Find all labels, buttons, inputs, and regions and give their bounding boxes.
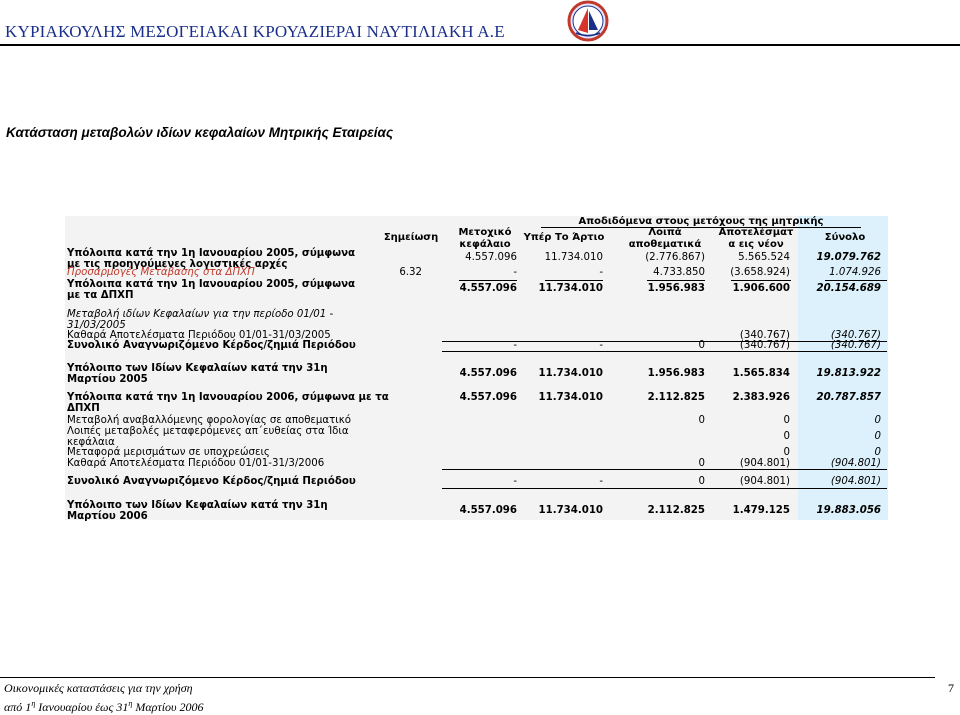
cell-share-premium: 11.734.010 — [538, 368, 603, 379]
super-header: Αποδιδόμενα στους μετόχους της μητρικής — [578, 216, 824, 227]
cell-total: (904.801) — [830, 476, 881, 487]
cell-share-premium: - — [599, 476, 603, 487]
cell-retained-earnings: 1.565.834 — [732, 368, 790, 379]
cell-retained-earnings: (340.767) — [739, 330, 790, 341]
cell-share-premium: 11.734.010 — [538, 283, 603, 294]
cell-retained-earnings: 2.383.926 — [732, 392, 790, 403]
cell-share-capital: - — [513, 267, 517, 278]
footer-sup: η — [128, 699, 133, 708]
underline — [731, 280, 791, 281]
cell-retained-earnings: 5.565.524 — [738, 252, 790, 263]
cell-total: 20.787.857 — [816, 392, 881, 403]
cell-retained-earnings: (904.801) — [739, 476, 790, 487]
cell-total: (340.767) — [830, 330, 881, 341]
cell-retained-earnings: (3.658.924) — [730, 267, 790, 278]
cell-share-capital: 4.557.096 — [459, 283, 517, 294]
header-retained-earnings: Αποτελέσματ α εις νέον — [718, 227, 794, 250]
cell-share-premium: 11.734.010 — [538, 392, 603, 403]
cell-share-premium: - — [599, 340, 603, 351]
cell-total: (904.801) — [830, 458, 881, 469]
cell-other-reserves: 4.733.850 — [653, 267, 705, 278]
cell-total: 0 — [874, 431, 881, 442]
cell-share-capital: 4.557.096 — [465, 252, 517, 263]
cell-share-premium: 11.734.010 — [544, 252, 603, 263]
header-share-premium: Υπέρ Το Άρτιο — [523, 232, 605, 243]
underline — [442, 469, 887, 470]
row-label: Υπόλοιπο των Ιδίων Κεφαλαίων κατά την 31η Μαρτίου 2006 — [67, 500, 328, 522]
row-label: Συνολικό Αναγνωριζόμενο Κέρδος/ζημιά Περιόδου — [67, 340, 356, 351]
section-title: Κατάσταση μεταβολών ιδίων κεφαλαίων Μητρικής Εταιρείας — [6, 125, 394, 140]
cell-total: 20.154.689 — [816, 283, 881, 294]
footer-text: από 1 — [4, 700, 32, 714]
footer-text: Ιανουαρίου έως 31 — [35, 700, 129, 714]
cell-other-reserves: 0 — [698, 415, 705, 426]
cell-retained-earnings: 0 — [783, 431, 790, 442]
cell-other-reserves: 0 — [698, 476, 705, 487]
row-label: Λοιπές μεταβολές μεταφερόμενες απ΄ευθείας στα Ίδια κεφάλαια — [67, 426, 349, 448]
cell-other-reserves: 0 — [698, 458, 705, 469]
cell-total: 0 — [874, 415, 881, 426]
underline — [545, 280, 603, 281]
cell-share-premium: 11.734.010 — [538, 505, 603, 516]
row-label: Μεταβολή αναβαλλόμενης φορολογίας σε αποθεματικό — [67, 415, 351, 426]
footer-sup: η — [31, 699, 36, 708]
header-total: Σύνολο — [824, 232, 866, 243]
cell-other-reserves: (2.776.867) — [645, 252, 705, 263]
row-label: Καθαρά Αποτελέσματα Περιόδου 01/01-31/03/2005 — [67, 330, 331, 341]
cell-share-capital: 4.557.096 — [459, 368, 517, 379]
footer-line-2 — [4, 699, 204, 715]
cell-share-capital: - — [513, 340, 517, 351]
row-label: Προσαρμογές Μετάβασης στα ΔΠΧΠ — [67, 267, 255, 278]
header-note: Σημείωση — [383, 232, 439, 243]
company-logo — [562, 0, 614, 42]
cell-retained-earnings: 1.479.125 — [732, 505, 790, 516]
header-other-reserves: Λοιπά αποθεματικά — [628, 227, 702, 250]
cell-other-reserves: 2.112.825 — [647, 392, 705, 403]
cell-total: 19.883.056 — [816, 505, 881, 516]
cell-retained-earnings: 0 — [783, 415, 790, 426]
cell-other-reserves: 2.112.825 — [647, 505, 705, 516]
row-label: Συνολικό Αναγνωριζόμενο Κέρδος/ζημιά Περιόδου — [67, 476, 356, 487]
cell-retained-earnings: 0 — [783, 447, 790, 458]
row-label: Μεταφορά μερισμάτων σε υποχρεώσεις — [67, 447, 270, 458]
cell-share-capital: - — [513, 476, 517, 487]
underline — [442, 488, 887, 489]
row-label: Υπόλοιπο των Ιδίων Κεφαλαίων κατά την 31η Μαρτίου 2005 — [67, 363, 328, 385]
underline — [442, 351, 887, 352]
underline — [825, 280, 887, 281]
cell-share-premium: - — [599, 267, 603, 278]
footer-line-1: Οικονομικές καταστάσεις για την χρήση — [4, 681, 193, 695]
header-rule — [0, 44, 960, 46]
row-label: Μεταβολή ιδίων Κεφαλαίων για την περίοδο 01/01 - 31/03/2005 — [67, 309, 334, 331]
underline — [647, 280, 705, 281]
cell-share-capital: 4.557.096 — [459, 505, 517, 516]
cell-share-capital: 4.557.096 — [459, 392, 517, 403]
cell-retained-earnings: (340.767) — [739, 340, 790, 351]
cell-other-reserves: 0 — [698, 340, 705, 351]
row-label: Υπόλοιπα κατά την 1η Ιανουαρίου 2005, σύμφωνα με τα ΔΠΧΠ — [67, 279, 356, 301]
row-label: Υπόλοιπα κατά την 1η Ιανουαρίου 2005, σύμφωνα με τις προηγούμενες λογιστικές αρχές — [67, 248, 356, 270]
footer-text: Μαρτίου 2006 — [132, 700, 204, 714]
row-label: Καθαρά Αποτελέσματα Περιόδου 01/01-31/3/2006 — [67, 458, 325, 469]
cell-total: (340.767) — [830, 340, 881, 351]
cell-total: 19.079.762 — [816, 252, 881, 263]
company-title: ΚΥΡΙΑΚΟΥΛΗΣ ΜΕΣΟΓΕΙΑΚΑΙ ΚΡΟΥΑΖΙΕΡΑΙ ΝΑΥΤΙΛΙΑΚΗ Α.Ε — [5, 22, 505, 41]
header-share-capital: Μετοχικό κεφάλαιο — [458, 227, 512, 250]
row-label: Υπόλοιπα κατά την 1η Ιανουαρίου 2006, σύμφωνα με τα ΔΠΧΠ — [67, 392, 389, 414]
cell-other-reserves: 1.956.983 — [647, 368, 705, 379]
cell-note: 6.32 — [399, 267, 422, 278]
cell-total: 1.074.926 — [829, 267, 881, 278]
cell-retained-earnings: 1.906.600 — [732, 283, 790, 294]
cell-total: 19.813.922 — [816, 368, 881, 379]
cell-retained-earnings: (904.801) — [739, 458, 790, 469]
page-number: 7 — [948, 681, 954, 695]
cell-other-reserves: 1.956.983 — [647, 283, 705, 294]
underline — [459, 280, 517, 281]
footer-rule — [0, 677, 935, 678]
cell-total: 0 — [874, 447, 881, 458]
